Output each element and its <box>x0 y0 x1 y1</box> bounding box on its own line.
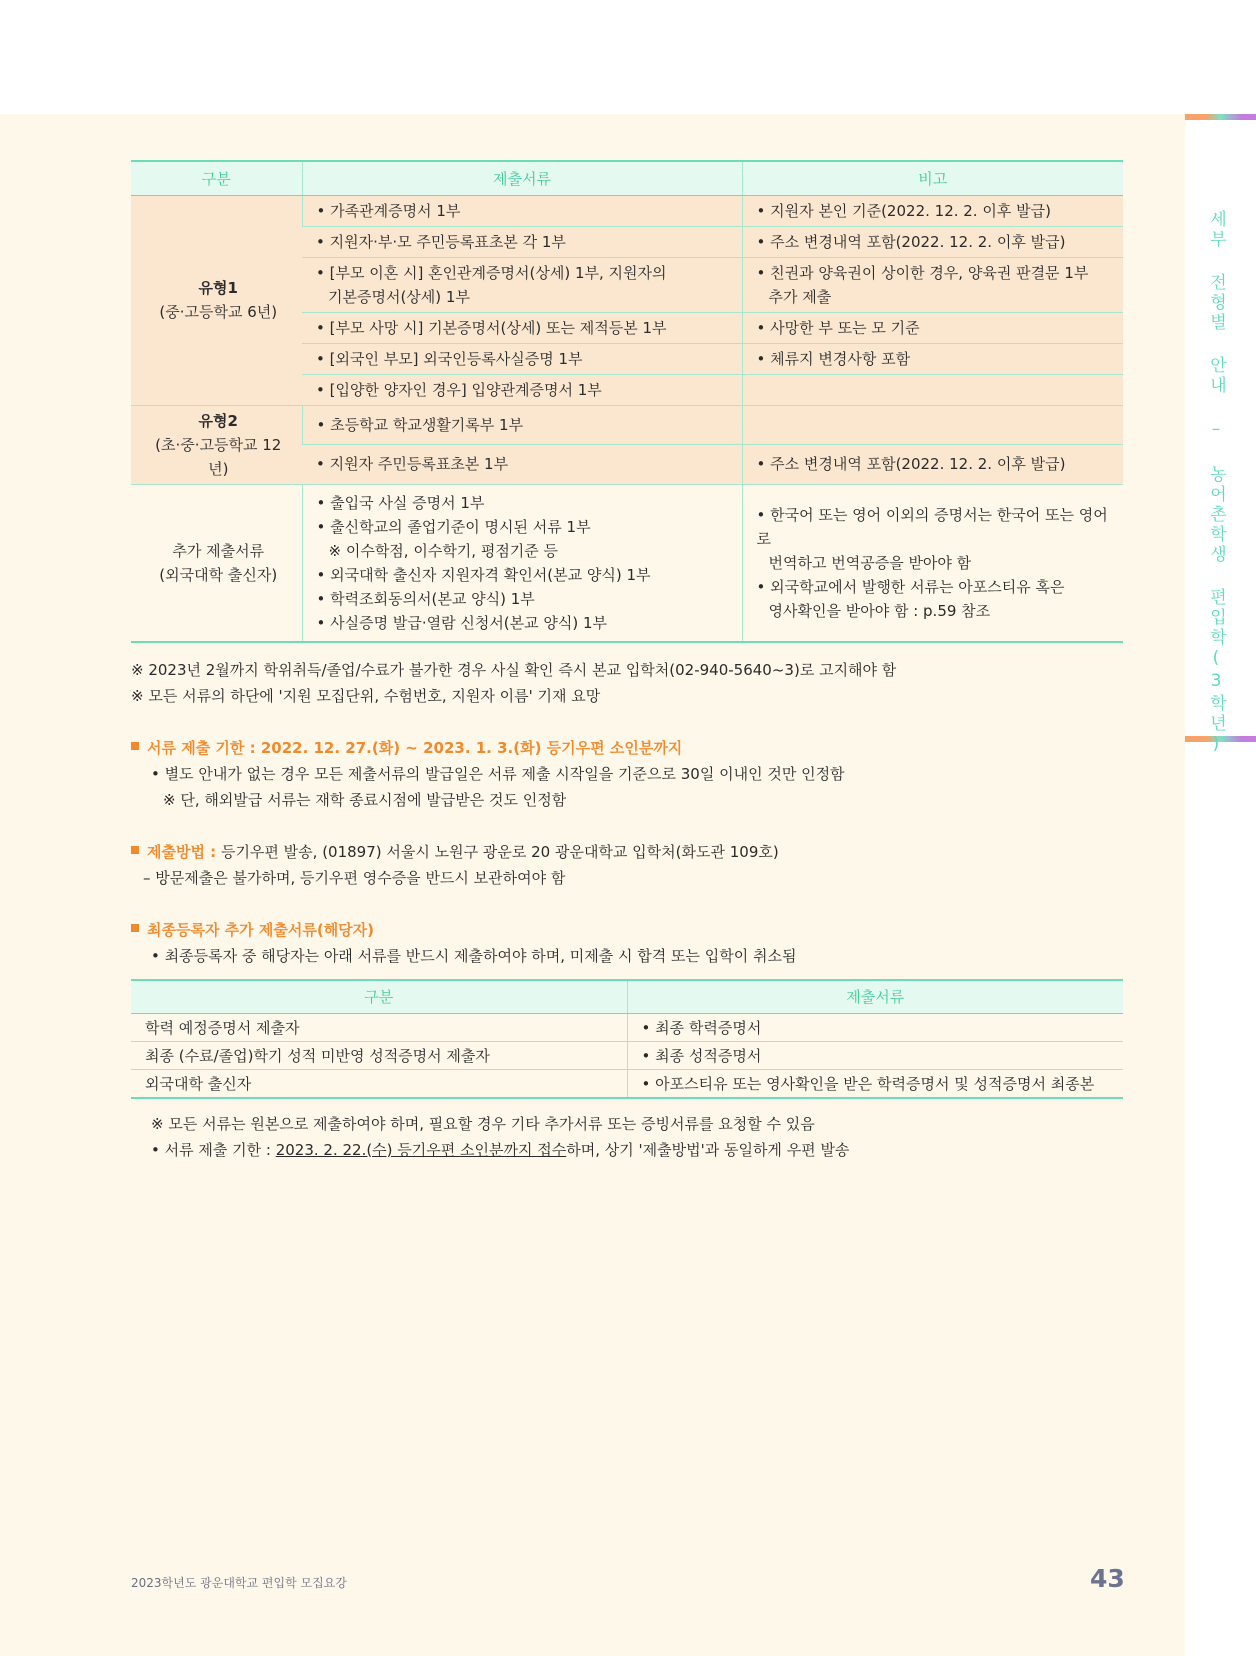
extra-cell <box>131 484 302 642</box>
extra-note-1: 번역하고 번역공증을 받아야 함 <box>768 553 972 572</box>
method-line-1: – 방문제출은 불가하며, 등기우편 영수증을 반드시 보관하여야 함 <box>143 868 566 887</box>
header-category: 구분 <box>131 161 302 195</box>
final-note-suffix: 하며, 상기 '제출방법'과 동일하게 우편 발송 <box>566 1140 850 1159</box>
type1-doc-3: • [부모 사망 시] 기본증명서(상세) 또는 제적등본 1부 <box>302 312 742 343</box>
type2-cell <box>131 405 302 484</box>
header-documents: 제출서류 <box>302 161 742 195</box>
deadline-line-1: • 별도 안내가 없는 경우 모든 제출서류의 발급일은 서류 제출 시작일을 기준으로 30일 이내인 것만 인정함 <box>151 764 845 783</box>
deadline-heading <box>131 735 1123 761</box>
note-line-1: ※ 모든 서류의 하단에 '지원 모집단위, 수험번호, 지원자 이름' 기재 요망 <box>131 686 601 705</box>
main-content <box>131 160 1123 1163</box>
final-section <box>131 917 1123 969</box>
t2-header-category: 구분 <box>131 980 627 1014</box>
extra-doc-4: • 학력조회동의서(본교 양식) 1부 <box>316 589 535 608</box>
type1-note-2-line2: 추가 제출 <box>768 287 832 306</box>
final-note-line-1: ※ 모든 서류는 원본으로 제출하여야 하며, 필요할 경우 기타 추가서류 또는 증빙서류를 요청할 수 있음 <box>151 1114 815 1133</box>
type2-subtitle: (초·중·고등학교 12년) <box>155 435 282 478</box>
type1-doc-2-line2: 기본증명서(상세) 1부 <box>328 287 470 306</box>
final-note-prefix: • 서류 제출 기한 : <box>151 1140 276 1159</box>
type1-doc-0: • 가족관계증명서 1부 <box>302 195 742 226</box>
extra-title: 추가 제출서류 <box>172 541 265 560</box>
deadline-heading-text: 서류 제출 기한 : 2022. 12. 27.(화) ~ 2023. 1. 3.(화) 등기우편 소인분까지 <box>147 738 683 757</box>
extra-note-0: • 한국어 또는 영어 이외의 증명서는 한국어 또는 영어로 <box>756 505 1108 548</box>
final-note-line-2 <box>151 1137 1123 1163</box>
note-line-0: ※ 2023년 2월까지 학위취득/졸업/수료가 불가한 경우 사실 확인 즉시 본교 입학처(02-940-5640~3)로 고지해야 함 <box>131 660 897 679</box>
type1-doc-2 <box>302 257 742 312</box>
type2-note-0 <box>742 405 1123 445</box>
type1-doc-1: • 지원자·부·모 주민등록표초본 각 1부 <box>302 226 742 257</box>
t2-category-2: 외국대학 출신자 <box>131 1070 627 1098</box>
final-notes <box>131 1111 1123 1163</box>
t2-category-0: 학력 예정증명서 제출자 <box>131 1014 627 1042</box>
type1-doc-4: • [외국인 부모] 외국인등록사실증명 1부 <box>302 343 742 374</box>
footer-title: 2023학년도 광운대학교 편입학 모집요강 <box>131 1576 347 1590</box>
square-bullet-icon <box>131 924 139 932</box>
t2-category-1: 최종 (수료/졸업)학기 성적 미반영 성적증명서 제출자 <box>131 1042 627 1070</box>
extra-doc-0: • 출입국 사실 증명서 1부 <box>316 493 485 512</box>
page-number: 43 <box>1090 1564 1125 1593</box>
deadline-section <box>131 735 1123 813</box>
method-heading-text: 제출방법 : <box>147 842 217 861</box>
documents-table <box>131 160 1123 643</box>
extra-note-3: 영사확인을 받아야 함 : p.59 참조 <box>768 601 991 620</box>
type2-doc-1: • 지원자 주민등록표초본 1부 <box>302 445 742 485</box>
deadline-line-2: ※ 단, 해외발급 서류는 재학 종료시점에 발급받은 것도 인정함 <box>163 790 567 809</box>
type1-note-2 <box>742 257 1123 312</box>
square-bullet-icon <box>131 846 139 854</box>
type1-note-1: • 주소 변경내역 포함(2022. 12. 2. 이후 발급) <box>742 226 1123 257</box>
final-note-deadline: 2023. 2. 22.(수) 등기우편 소인분까지 접수 <box>275 1140 567 1159</box>
type1-note-4: • 체류지 변경사항 포함 <box>742 343 1123 374</box>
side-accent-bar-top <box>1185 114 1256 120</box>
type1-title: 유형1 <box>198 279 238 297</box>
t2-header-documents: 제출서류 <box>627 980 1123 1014</box>
extra-doc-1: • 출신학교의 졸업기준이 명시된 서류 1부 <box>316 517 591 536</box>
t2-doc-0: • 최종 학력증명서 <box>627 1014 1123 1042</box>
extra-doc-3: • 외국대학 출신자 지원자격 확인서(본교 양식) 1부 <box>316 565 651 584</box>
final-heading <box>131 917 1123 943</box>
extra-doc-5: • 사실증명 발급·열람 신청서(본교 양식) 1부 <box>316 613 608 632</box>
type1-doc-2-line1: • [부모 이혼 시] 혼인관계증명서(상세) 1부, 지원자의 <box>316 263 667 282</box>
type1-note-2-line1: • 친권과 양육권이 상이한 경우, 양육권 판결문 1부 <box>756 263 1089 282</box>
extra-notes <box>742 484 1123 642</box>
type1-subtitle: (중·고등학교 6년) <box>159 303 278 321</box>
type2-doc-0: • 초등학교 학교생활기록부 1부 <box>302 405 742 445</box>
t2-doc-1: • 최종 성적증명서 <box>627 1042 1123 1070</box>
type1-doc-5: • [입양한 양자인 경우] 입양관계증명서 1부 <box>302 374 742 405</box>
extra-docs <box>302 484 742 642</box>
type1-note-5 <box>742 374 1123 405</box>
header-remarks: 비고 <box>742 161 1123 195</box>
method-text: 등기우편 발송, (01897) 서울시 노원구 광운로 20 광운대학교 입학처(화도관 109호) <box>216 842 779 861</box>
table-notes <box>131 657 1123 709</box>
method-heading <box>131 839 1123 865</box>
extra-note-2: • 외국학교에서 발행한 서류는 아포스티유 혹은 <box>756 577 1065 596</box>
method-section <box>131 839 1123 891</box>
square-bullet-icon <box>131 742 139 750</box>
extra-doc-2: ※ 이수학점, 이수학기, 평점기준 등 <box>328 541 559 560</box>
type1-note-0: • 지원자 본인 기준(2022. 12. 2. 이후 발급) <box>742 195 1123 226</box>
final-line-1: • 최종등록자 중 해당자는 아래 서류를 반드시 제출하여야 하며, 미제출 시 합격 또는 입학이 취소됨 <box>151 946 797 965</box>
extra-subtitle: (외국대학 출신자) <box>159 565 278 584</box>
type2-note-1: • 주소 변경내역 포함(2022. 12. 2. 이후 발급) <box>742 445 1123 485</box>
final-docs-table <box>131 979 1123 1099</box>
type2-title: 유형2 <box>198 411 238 430</box>
t2-doc-2: • 아포스티유 또는 영사확인을 받은 학력증명서 및 성적증명서 최종본 <box>627 1070 1123 1098</box>
final-heading-text: 최종등록자 추가 제출서류(해당자) <box>147 920 375 939</box>
side-section-label: 세부 전형별 안내 – 농어촌학생 편입학(3학년) <box>1206 210 1226 757</box>
type1-cell <box>131 195 302 405</box>
type1-note-3: • 사망한 부 또는 모 기준 <box>742 312 1123 343</box>
